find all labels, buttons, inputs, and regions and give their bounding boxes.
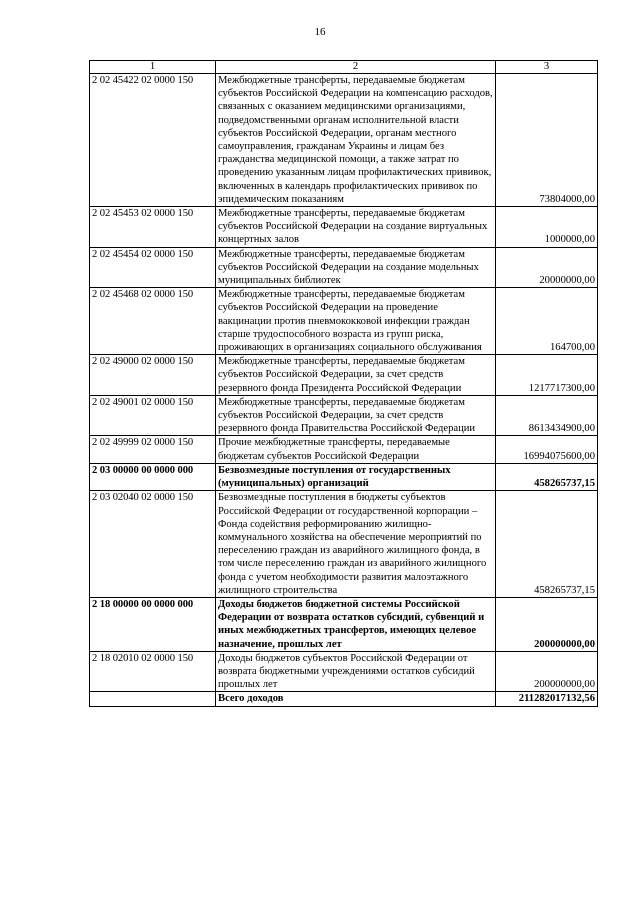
row-code-cell: 2 18 02010 02 0000 150	[90, 651, 216, 692]
table-row	[90, 355, 598, 396]
row-name-cell: Межбюджетные трансферты, передаваемые бюджетам субъектов Российской Федерации на создание виртуальных концертных залов	[216, 207, 496, 248]
row-sum-cell: 164700,00	[496, 288, 598, 355]
column-header-name: 2	[216, 61, 496, 74]
row-name-cell: Межбюджетные трансферты, передаваемые бюджетам субъектов Российской Федерации на компенсацию расходов, связанных с оказанием медицинскими организациями, подведомственными органам исполнительной власти субъектов Российской Федерации, органам местного самоуправления, гражданам Украины и лицам без гражданства медицинской помощи, а также затрат по проведению указанным лицам профилактических прививок, включенных в календарь профилактических прививок по эпидемическим показаниям	[216, 74, 496, 207]
row-code-cell: 2 03 00000 00 0000 000	[90, 463, 216, 490]
row-code-cell: 2 02 45453 02 0000 150	[90, 207, 216, 248]
row-sum-cell: 200000000,00	[496, 597, 598, 651]
table-row	[90, 692, 598, 706]
row-name-cell: Всего доходов	[216, 692, 496, 706]
row-code-cell: 2 02 45454 02 0000 150	[90, 247, 216, 288]
row-name-cell: Межбюджетные трансферты, передаваемые бюджетам субъектов Российской Федерации на создание модельных муниципальных библиотек	[216, 247, 496, 288]
row-name-cell: Безвозмездные поступления в бюджеты субъектов Российской Федерации от государственной корпорации – Фонда содействия реформированию жилищно-коммунального хозяйства на обеспечение мероприятий по переселению граждан из аварийного жилищного фонда, в том числе переселению граждан из аварийного жилищного фонда с учетом необходимости развития малоэтажного жилищного строительства	[216, 491, 496, 598]
row-sum-cell: 200000000,00	[496, 651, 598, 692]
row-code-cell: 2 02 49999 02 0000 150	[90, 436, 216, 463]
column-header-code: 1	[90, 61, 216, 74]
revenue-table	[89, 60, 598, 707]
row-name-cell: Прочие межбюджетные трансферты, передаваемые бюджетам субъектов Российской Федерации	[216, 436, 496, 463]
row-name-cell: Доходы бюджетов бюджетной системы Российской Федерации от возврата остатков субсидий, субвенций и иных межбюджетных трансфертов, имеющих целевое назначение, прошлых лет	[216, 597, 496, 651]
table-row	[90, 491, 598, 598]
row-code-cell: 2 02 49000 02 0000 150	[90, 355, 216, 396]
table-row	[90, 247, 598, 288]
row-code-cell: 2 02 45422 02 0000 150	[90, 74, 216, 207]
table-row	[90, 74, 598, 207]
table-row	[90, 597, 598, 651]
table-header-row	[90, 61, 598, 74]
row-sum-cell: 16994075600,00	[496, 436, 598, 463]
row-sum-cell: 1217717300,00	[496, 355, 598, 396]
row-code-cell: 2 18 00000 00 0000 000	[90, 597, 216, 651]
table-row	[90, 463, 598, 490]
row-sum-cell: 458265737,15	[496, 491, 598, 598]
row-name-cell: Межбюджетные трансферты, передаваемые бюджетам субъектов Российской Федерации, за счет средств резервного фонда Правительства Российской Федерации	[216, 395, 496, 436]
table-row	[90, 395, 598, 436]
row-sum-cell: 458265737,15	[496, 463, 598, 490]
table-body	[90, 61, 598, 707]
table-row	[90, 288, 598, 355]
row-code-cell: 2 02 45468 02 0000 150	[90, 288, 216, 355]
row-name-cell: Межбюджетные трансферты, передаваемые бюджетам субъектов Российской Федерации, за счет средств резервного фонда Президента Российской Федерации	[216, 355, 496, 396]
table-row	[90, 207, 598, 248]
row-name-cell: Доходы бюджетов субъектов Российской Федерации от возврата бюджетными учреждениями остатков субсидий прошлых лет	[216, 651, 496, 692]
table-row	[90, 436, 598, 463]
row-code-cell: 2 02 49001 02 0000 150	[90, 395, 216, 436]
row-sum-cell: 211282017132,56	[496, 692, 598, 706]
row-sum-cell: 20000000,00	[496, 247, 598, 288]
page-number: 16	[314, 26, 326, 38]
row-name-cell: Безвозмездные поступления от государственных (муниципальных) организаций	[216, 463, 496, 490]
row-sum-cell: 8613434900,00	[496, 395, 598, 436]
row-sum-cell: 1000000,00	[496, 207, 598, 248]
row-code-cell	[90, 692, 216, 706]
row-sum-cell: 73804000,00	[496, 74, 598, 207]
column-header-sum: 3	[496, 61, 598, 74]
table-row	[90, 651, 598, 692]
row-code-cell: 2 03 02040 02 0000 150	[90, 491, 216, 598]
row-name-cell: Межбюджетные трансферты, передаваемые бюджетам субъектов Российской Федерации на проведение вакцинации против пневмококковой инфекции граждан старше трудоспособного возраста из групп риска, проживающих в организациях социального обслуживания	[216, 288, 496, 355]
